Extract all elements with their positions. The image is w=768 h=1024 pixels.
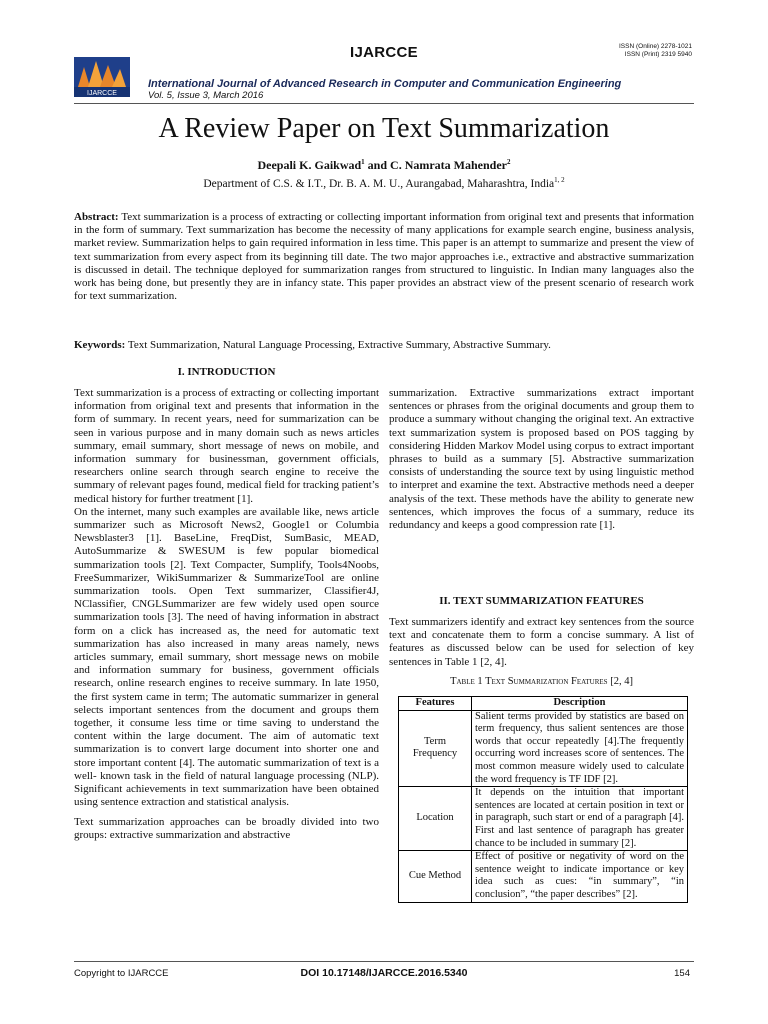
abstract-text: Text summarization is a process of extracting or collecting important information from original text and presents that information in the form of summary. Text summarization has become the necessity of many applications for example search engine, business analysis, market review. Summarization helps to gain required information in less time. This paper is an attempt to summarize and present the view of text summarization from every aspect from its beginning till date. The two major approaches i.e., extractive and abstractive summarization is discussed in detail. The technique deployed for summarization ranges from structured to linguistic. In Indian many languages also the work has being done, but presently they are in infancy state. This paper provides an abstract view of the present scenario of research work for text summarization. xyxy=(74,211,694,303)
keywords xyxy=(74,339,694,352)
abstract-label: Abstract: xyxy=(74,211,119,223)
author-and: and xyxy=(364,158,391,172)
intro-heading: I. INTRODUCTION xyxy=(177,366,276,378)
table-cell-description: It depends on the intuition that important sentences are located at certain position in text or in paragraph, such start or end of a paragraph [4]. First and last sentence of paragraph has greater chance to be included in summary [2]. xyxy=(472,787,688,851)
keywords-label: Keywords: xyxy=(74,339,126,351)
right-paragraph-1: summarization. Extractive summarizations extract important sentences or phrases from the original documents and group them to produce a summary without changing the original text. An extractive text summarization system is proposed based on POS tagging by considering Hidden Markov Model using corpus to extract important phrases to build as a summary [5]. Abstractive summarization consists of understanding the source text by using linguistic method to interpret and examine the text. Abstractive methods need a deeper analysis of the text. These methods have the ability to generate new sentences, which improves the focus of a summary, reduce its redundancy and keeps a good compression rate [1]. xyxy=(389,387,694,532)
right-column-top xyxy=(389,387,694,532)
table-row xyxy=(399,710,688,787)
table-cell-feature: Location xyxy=(399,787,472,851)
features-text xyxy=(389,616,694,669)
footer-divider xyxy=(74,961,694,962)
table-cell-feature: Term Frequency xyxy=(399,710,472,787)
table-row xyxy=(399,787,688,851)
features-table xyxy=(398,696,688,903)
table-cell-description: Effect of positive or negativity of word on the sentence weight to indicate importance or key idea such as cues: “in summary”, “in conclusion”, “the paper describes” [2]. xyxy=(472,851,688,902)
journal-name: IJARCCE xyxy=(350,44,418,61)
intro-paragraph-2: On the internet, many such examples are available like, news article summarizer such as Microsoft News2, Google1 or Columbia Newsblaster3 [1]. BaseLine, FreqDist, SumBasic, MEAD, AutoSummarize & SWESUM is few popular biomedical summarization tools [2]. Text Compacter, Sumplify, Tools4Noobs, FreeSummarizer, WikiSummarizer & SummarizeTool are online summarization tools. Open Text summarizer, Classifier4J, NClassifier, CNGLSummarizer are few widely used open source summarization tools [3]. The need of having information in abstract form on a click has increased as, the need for automatic text summarization has also increased in many areas namely, news articles summary, email summary, short message news on mobile and information summary for business, government officials research, online research engines to receive summary. In late 1950, the first system came in term; The automatic summarizer in general selects important sentences from the document and groups them together, it consume less time or time saving to understand the content within the large document. The aim of automatic text summarization is to convert large document into shorter one and store important content [4]. The automatic summarization of text is a well- known task in the field of natural language processing (NLP). Significant achievements in text summarization have been obtained using sentence extraction and statistical analysis. xyxy=(74,505,379,809)
table-cell-description: Salient terms provided by statistics are based on term frequency, thus salient sentences are those words that occur repeatedly [4].The frequently occurring word increases score of sentences. The most common measure widely used to calculate the word frequency is TF IDF [2]. xyxy=(472,710,688,787)
header-divider xyxy=(74,103,694,104)
footer-copyright: Copyright to IJARCCE xyxy=(74,968,169,979)
author-1: Deepali K. Gaikwad xyxy=(257,158,362,172)
table-cell-feature: Cue Method xyxy=(399,851,472,902)
footer-doi: DOI 10.17148/IJARCCE.2016.5340 xyxy=(300,967,468,979)
keywords-text: Text Summarization, Natural Language Processing, Extractive Summary, Abstractive Summary. xyxy=(125,339,551,351)
journal-full-name: International Journal of Advanced Research in Computer and Communication Engineering xyxy=(148,78,622,90)
affiliation-sup: 1, 2 xyxy=(554,176,565,185)
affiliation-text: Department of C.S. & I.T., Dr. B. A. M. U., Aurangabad, Maharashtra, India xyxy=(203,178,555,190)
table-row xyxy=(399,851,688,902)
issn-online: ISSN (Online) 2278-1021 xyxy=(619,43,692,50)
volume-info: Vol. 5, Issue 3, March 2016 xyxy=(148,90,264,101)
author-2-sup: 2 xyxy=(507,158,511,166)
paper-title: A Review Paper on Text Summarization xyxy=(158,113,610,144)
author-1-sup: 1 xyxy=(361,158,365,166)
table-header-features: Features xyxy=(399,697,472,711)
left-column xyxy=(74,387,379,842)
affiliation xyxy=(0,178,768,190)
features-paragraph: Text summarizers identify and extract key sentences from the source text and concatenate them to form a concise summary. A list of features as discussed below can be used for selection of key sentences in Table 1 [2, 4]. xyxy=(389,616,694,668)
table-caption: Table 1 Text Summarization Features [2, 4] xyxy=(450,676,633,687)
intro-paragraph-1: Text summarization is a process of extracting or collecting important information from original text and presents that information in the form of summary. In recent years, need for summarization can be seen in various purpose and in many domain such as news articles summary, email summary, short message of news on mobile, and information summary for businessman, government officials, researchers online search through search engine to receive the summary of relevant pages found, medical field for tracking patient’s medical history for further treatment [1]. xyxy=(74,387,379,505)
author-2: C. Namrata Mahender xyxy=(390,158,508,172)
footer-page-number: 154 xyxy=(674,968,690,979)
intro-paragraph-3: Text summarization approaches can be broadly divided into two groups: extractive summarization and abstractive xyxy=(74,815,379,841)
logo-text: IJARCCE xyxy=(87,90,117,97)
table-header-row xyxy=(399,697,688,711)
issn-block xyxy=(619,43,692,59)
issn-print: ISSN (Print) 2319 5940 xyxy=(624,51,692,58)
journal-logo xyxy=(74,57,130,97)
table-header-description: Description xyxy=(472,697,688,711)
features-heading: II. TEXT SUMMARIZATION FEATURES xyxy=(439,595,644,607)
abstract xyxy=(74,211,694,303)
authors xyxy=(0,158,768,173)
